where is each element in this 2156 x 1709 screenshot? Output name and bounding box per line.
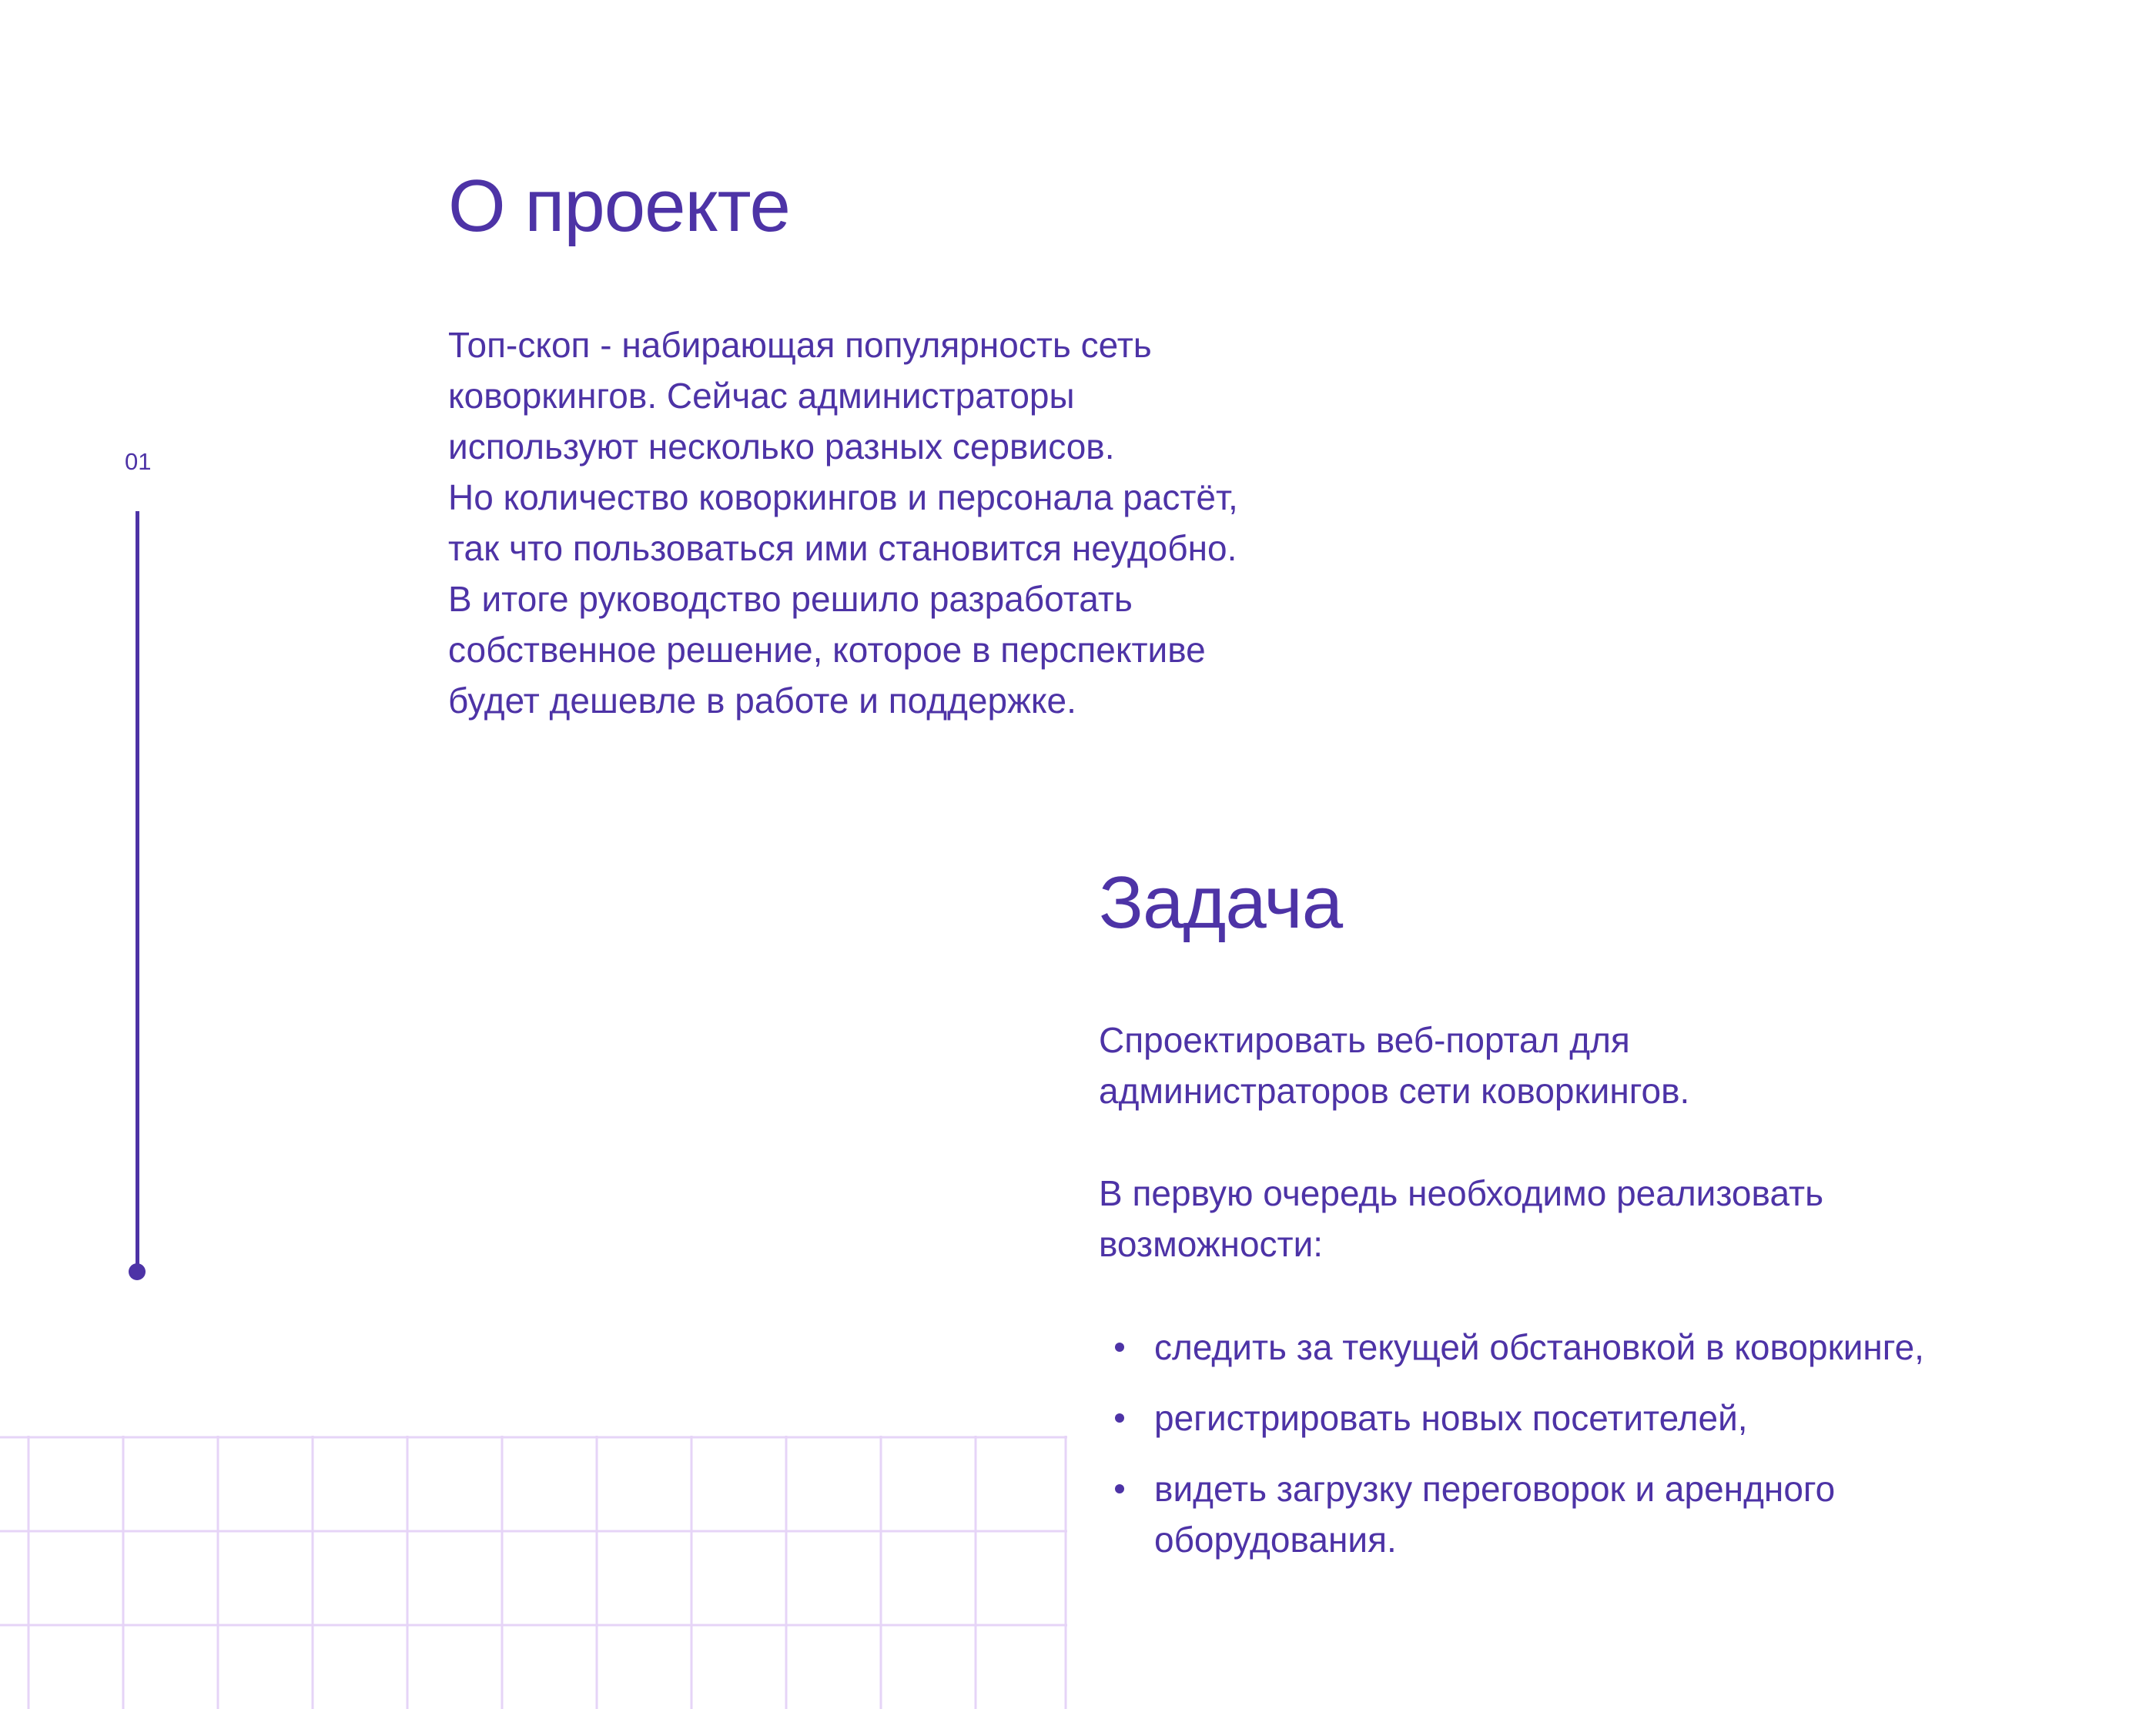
bullet-dot-icon (1115, 1484, 1124, 1493)
timeline-line (136, 511, 139, 1269)
task-intro (1099, 1015, 2100, 1116)
list-item-text: видеть загрузку переговорок и арендного (1154, 1469, 1836, 1509)
task-priority-line: В первую очередь необходимо реализовать (1099, 1173, 1824, 1213)
about-line: используют несколько разных сервисов. (448, 426, 1115, 467)
list-item-text: регистрировать новых посетителей, (1154, 1398, 1748, 1438)
task-feature-list (1109, 1322, 1924, 1585)
about-line: будет дешевле в работе и поддержке. (448, 681, 1076, 721)
list-item-text: оборудования. (1154, 1520, 1397, 1560)
list-item-text: следить за текущей обстановкой в коворкинге, (1154, 1327, 1924, 1367)
task-priority (1099, 1168, 2100, 1269)
list-item (1109, 1463, 1924, 1565)
bullet-dot-icon (1115, 1413, 1124, 1423)
about-description (448, 319, 1372, 726)
task-intro-line: Спроектировать веб-портал для (1099, 1020, 1630, 1060)
about-line: Топ-скоп - набирающая популярность сеть (448, 325, 1152, 365)
about-line: собственное решение, которое в перспективе (448, 630, 1206, 670)
task-intro-line: администраторов сети коворкингов. (1099, 1071, 1690, 1111)
timeline-dot (129, 1263, 146, 1280)
about-line: Но количество коворкингов и персонала растёт, (448, 477, 1238, 517)
bullet-dot-icon (1115, 1343, 1124, 1352)
list-item (1109, 1393, 1924, 1443)
decorative-grid (0, 1436, 1067, 1709)
about-line: В итоге руководство решило разработать (448, 579, 1133, 619)
about-line: так что пользоваться ими становится неудобно. (448, 528, 1237, 568)
section-number: 01 (125, 448, 152, 475)
task-priority-line: возможности: (1099, 1224, 1324, 1264)
list-item (1109, 1322, 1924, 1373)
about-title: О проекте (448, 165, 790, 247)
about-line: коворкингов. Сейчас администраторы (448, 376, 1075, 416)
task-title: Задача (1099, 861, 1343, 944)
